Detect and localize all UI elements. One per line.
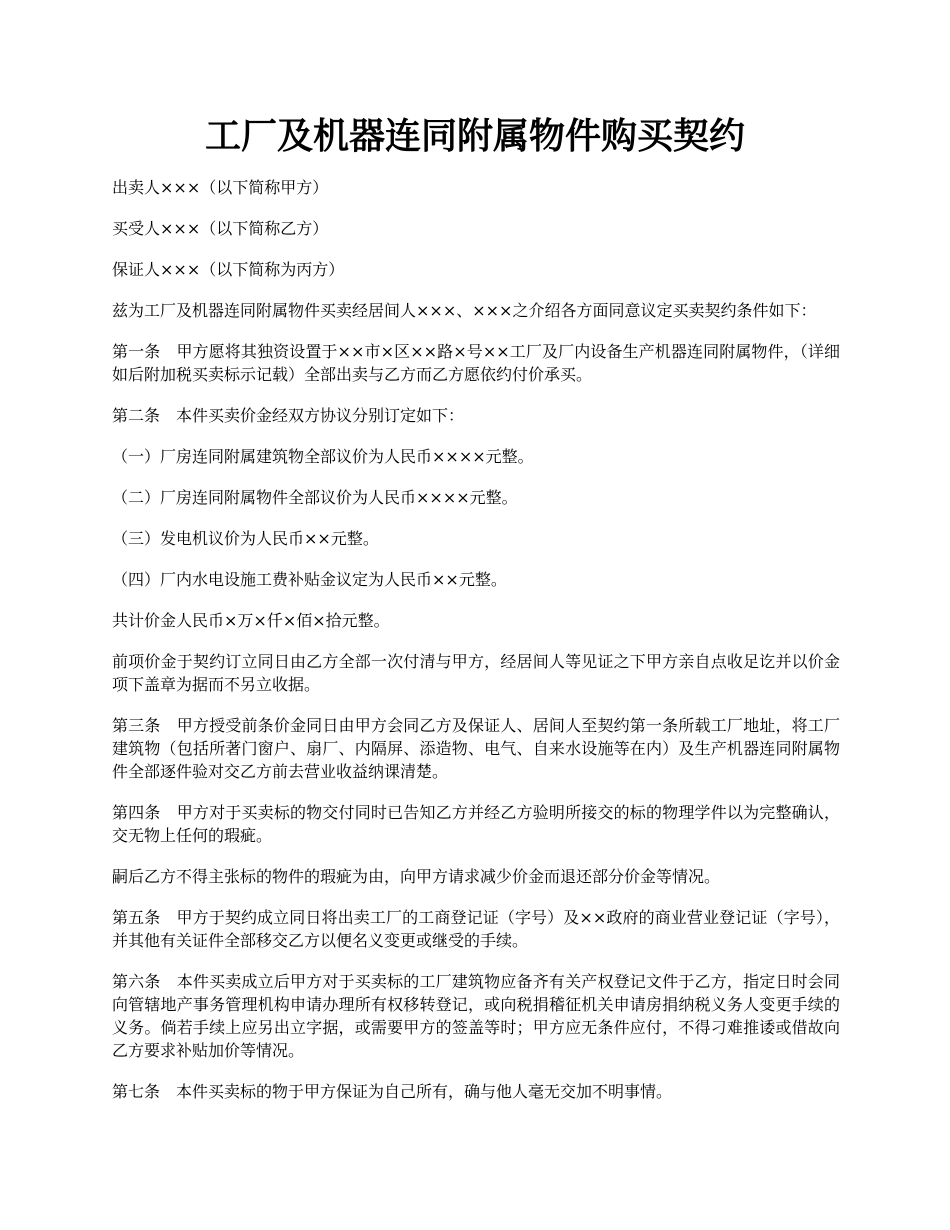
price-item-2: （二）厂房连同附属物件全部议价为人民币××××元整。 [112,488,518,507]
price-item-3: （三）发电机议价为人民币××元整。 [112,529,379,548]
price-item-4: （四）厂内水电设施工费补贴金议定为人民币××元整。 [112,570,507,589]
party-buyer: 买受人×××（以下简称乙方） [112,219,329,238]
party-seller: 出卖人×××（以下简称甲方） [112,178,329,197]
preamble: 兹为工厂及机器连同附属物件买卖经居间人×××、×××之介绍各方面同意议定买卖契约条件如下： [112,301,817,320]
article-3: 第三条 甲方授受前条价金同日由甲方会同乙方及保证人、居间人至契约第一条所载工厂地址，将工厂建筑物（包括所著门窗户、扇厂、内隔屏、添造物、电气、自来水设施等在内）及生产机器连同附属物件全部逐件验对交乙方前去营业收益纳课清楚。 [112,716,840,781]
article-7: 第七条 本件买卖标的物于甲方保证为自己所有，确与他人毫无交加不明事情。 [112,1082,673,1101]
party-guarantor: 保证人×××（以下简称为丙方） [112,260,345,279]
article-4: 第四条 甲方对于买卖标的物交付同时已告知乙方并经乙方验明所接交的标的物理学件以为完整确认，交无物上任何的瑕疵。 [112,803,840,845]
document-body [112,176,840,1121]
price-total: 共计价金人民币×万×仟×佰×拾元整。 [112,611,390,630]
article-5: 第五条 甲方于契约成立同日将出卖工厂的工商登记证（字号）及××政府的商业营业登记证（字号），并其他有关证件全部移交乙方以便名义变更或继受的手续。 [112,908,840,950]
article-1: 第一条 甲方愿将其独资设置于××市×区××路×号××工厂及厂内设备生产机器连同附属物件，（详细如后附加税买卖标示记载）全部出卖与乙方而乙方愿依约付价承买。 [112,342,840,384]
document-title: 工厂及机器连同附属物件购买契约 [204,115,745,157]
article-2: 第二条 本件买卖价金经双方协议分别订定如下： [112,406,465,425]
article-6: 第六条 本件买卖成立后甲方对于买卖标的工厂建筑物应备齐有关产权登记文件于乙方，指定日时会同向管辖地产事务管理机构申请办理所有权移转登记，或向税捐稽征机关申请房捐纳税义务人变更手续的义务。倘若手续上应另出立字据，或需要甲方的签盖等时；甲方应无条件应付，不得刁难推诿或借故向乙方要求补贴加价等情况。 [112,972,840,1060]
defect-clause: 嗣后乙方不得主张标的物件的瑕疵为由，向甲方请求减少价金而退还部分价金等情况。 [112,867,721,886]
payment-clause: 前项价金于契约订立同日由乙方全部一次付清与甲方，经居间人等见证之下甲方亲自点收足讫并以价金项下盖章为据而不另立收据。 [112,652,840,694]
price-item-1: （一）厂房连同附属建筑物全部议价为人民币××××元整。 [112,447,534,466]
